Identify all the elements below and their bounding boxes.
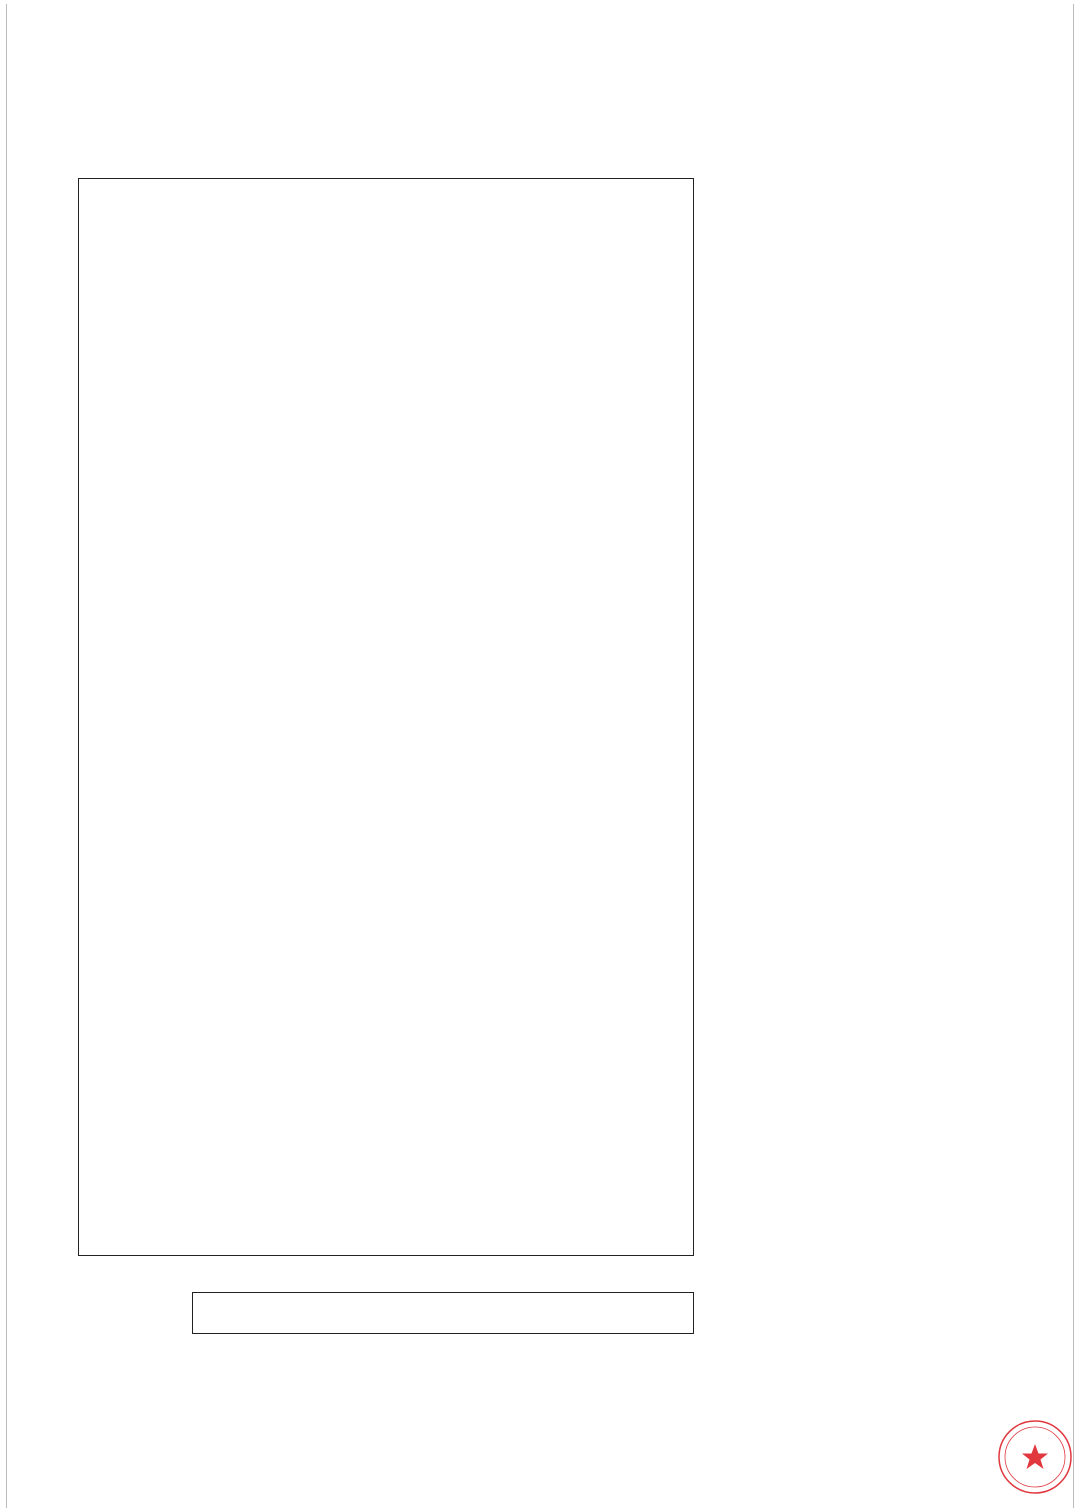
bottom-row-outline — [192, 1292, 694, 1334]
stamp-logo — [996, 1418, 1074, 1496]
hall-outline — [78, 178, 694, 1256]
